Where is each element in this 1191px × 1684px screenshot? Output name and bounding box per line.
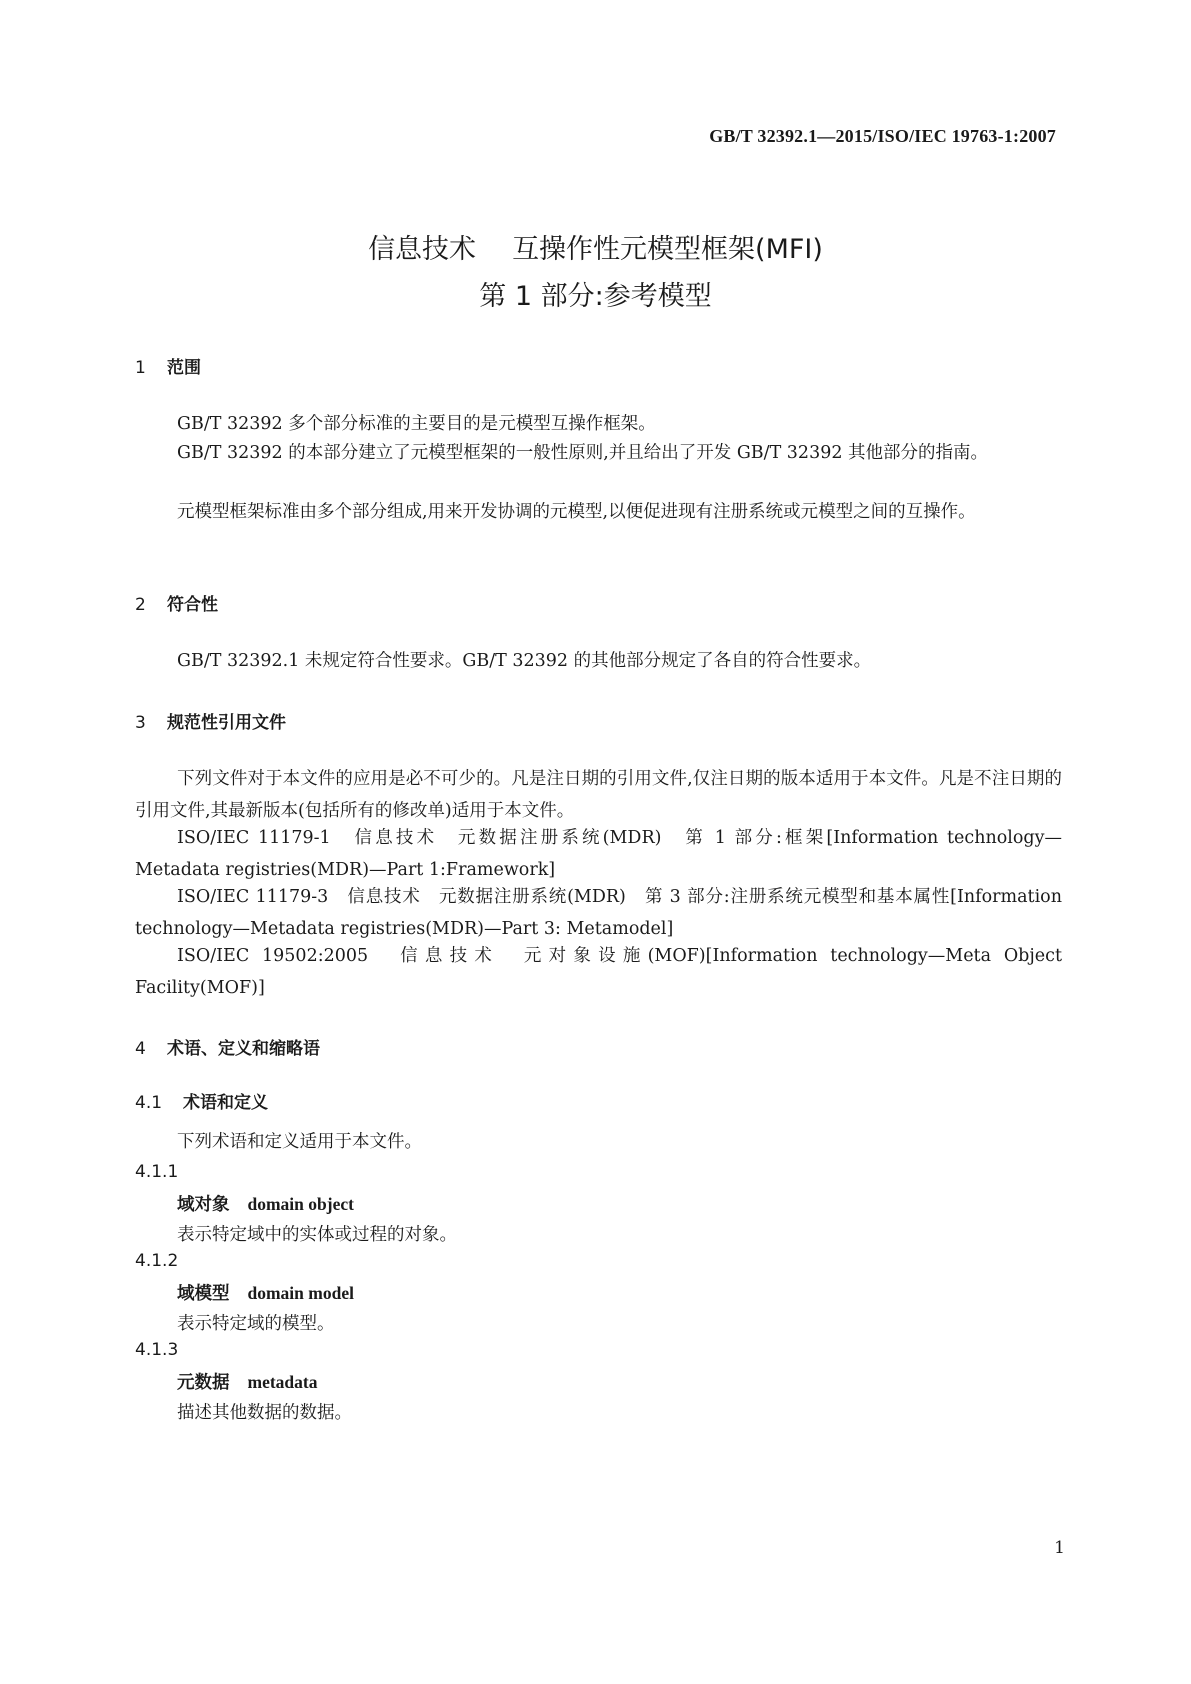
section-2-heading xyxy=(135,590,218,615)
term-definition: 表示特定域的模型。 xyxy=(177,1314,335,1334)
section-3-paragraph-1: 下列文件对于本文件的应用是必不可少的。凡是注日期的引用文件,仅注日期的版本适用于本文件。凡是不注日期的引用文件,其最新版本(包括所有的修改单)适用于本文件。 xyxy=(135,769,1062,821)
section-number: 4 xyxy=(135,1039,146,1059)
term-number: 4.1.2 xyxy=(135,1251,179,1271)
reference-iso-19502: ISO/IEC 19502:2005 信息技术 元对象设施(MOF)[Information technology—Meta Object Facility(MOF)] xyxy=(135,946,1062,998)
section-title: 范围 xyxy=(167,358,201,378)
section-2-paragraph-1: GB/T 32392.1 未规定符合性要求。GB/T 32392 的其他部分规定了各自的符合性要求。 xyxy=(177,651,872,671)
standard-code: GB/T 32392.1—2015/ISO/IEC 19763-1:2007 xyxy=(709,126,1056,146)
title-line-2: 第 1 部分:参考模型 xyxy=(479,281,712,312)
section-1-paragraph-2: GB/T 32392 的本部分建立了元模型框架的一般性原则,并且给出了开发 GB/T 32392 其他部分的指南。 xyxy=(177,443,989,463)
title-part-2: 互操作性元模型框架(MFI) xyxy=(512,234,823,265)
reference-iso-11179-3: ISO/IEC 11179-3 信息技术 元数据注册系统(MDR) 第 3 部分:注册系统元模型和基本属性[Information technology—Metadata registries(MDR)—Part 3: Metamodel] xyxy=(135,887,1062,939)
section-4-1-intro: 下列术语和定义适用于本文件。 xyxy=(177,1132,422,1152)
term-number: 4.1.3 xyxy=(135,1340,179,1360)
section-title: 术语、定义和缩略语 xyxy=(167,1039,320,1059)
section-number: 1 xyxy=(135,358,146,378)
section-1-paragraph-1: GB/T 32392 多个部分标准的主要目的是元模型互操作框架。 xyxy=(177,414,656,434)
section-number: 3 xyxy=(135,713,146,733)
section-number: 2 xyxy=(135,595,146,615)
page-number: 1 xyxy=(1054,1538,1065,1558)
reference-iso-11179-1: ISO/IEC 11179-1 信息技术 元数据注册系统(MDR) 第 1 部分:框架[Information technology—Metadata registries(MDR)—Part 1:Framework] xyxy=(135,828,1062,880)
section-number: 4.1 xyxy=(135,1093,163,1113)
term-number: 4.1.1 xyxy=(135,1162,179,1182)
term-name: 元数据 metadata xyxy=(177,1372,318,1393)
section-4-heading xyxy=(135,1034,320,1059)
term-definition: 表示特定域中的实体或过程的对象。 xyxy=(177,1225,457,1245)
section-title: 规范性引用文件 xyxy=(167,713,286,733)
term-name: 域对象 domain object xyxy=(177,1194,354,1215)
term-name: 域模型 domain model xyxy=(177,1283,354,1304)
section-1-heading xyxy=(135,353,201,378)
section-title: 符合性 xyxy=(167,595,218,615)
section-title: 术语和定义 xyxy=(183,1093,268,1113)
section-1-paragraph-3: 元模型框架标准由多个部分组成,用来开发协调的元模型,以便促进现有注册系统或元模型之间的互操作。 xyxy=(177,502,976,522)
term-definition: 描述其他数据的数据。 xyxy=(177,1403,352,1423)
section-4-1-heading xyxy=(135,1088,268,1113)
title-part-1: 信息技术 xyxy=(368,234,477,265)
section-3-heading xyxy=(135,708,286,733)
